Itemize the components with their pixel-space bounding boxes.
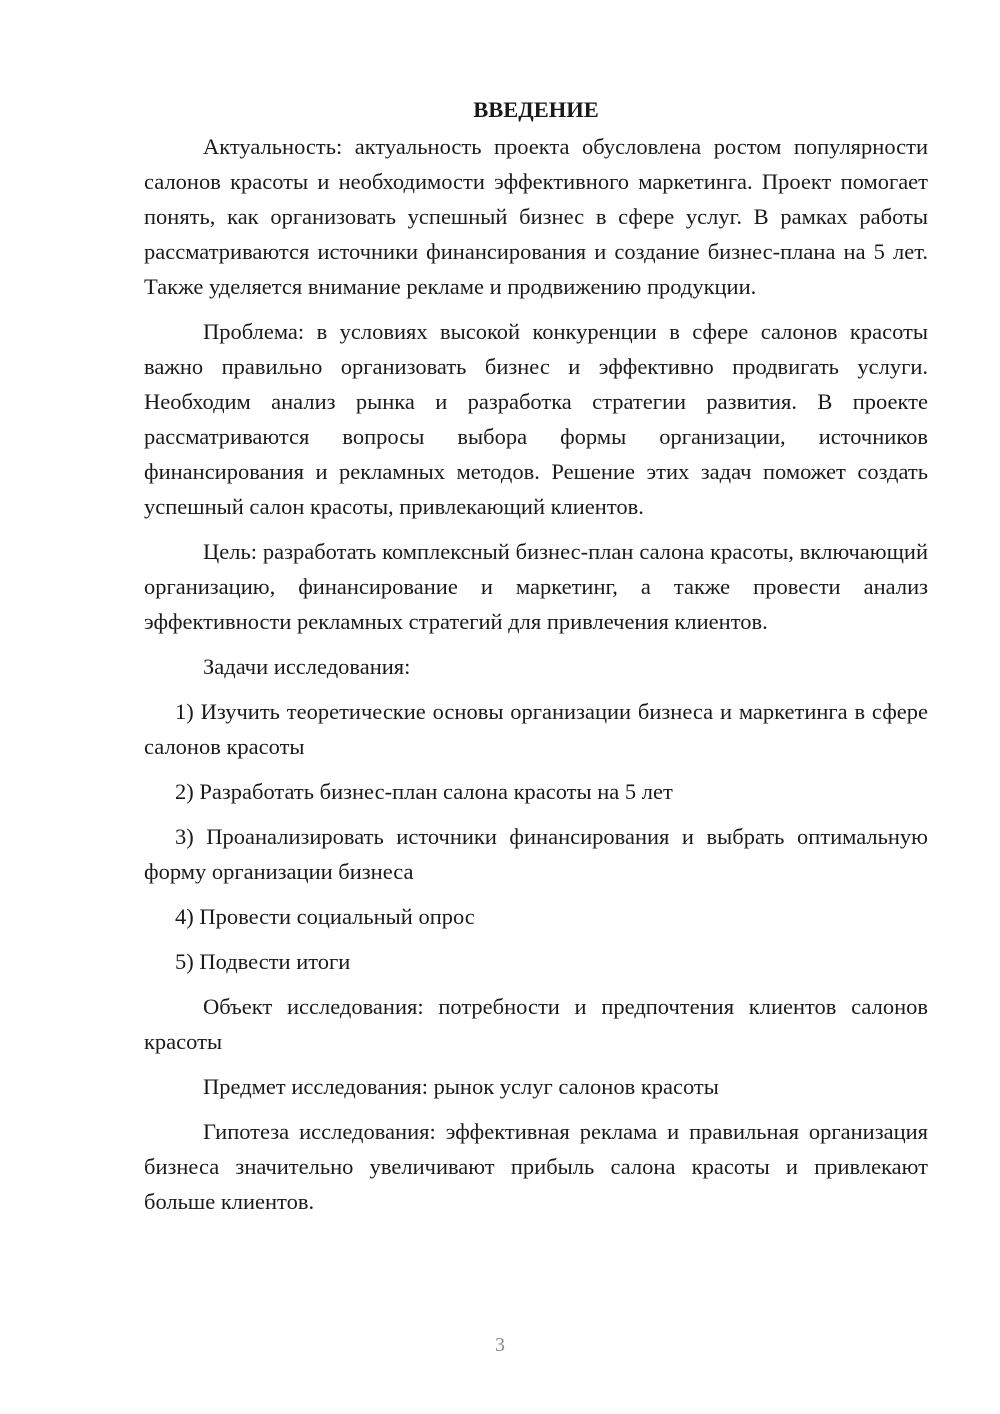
tasks-title: Задачи исследования: xyxy=(203,654,411,679)
page-number: 3 xyxy=(495,1334,505,1356)
subject-paragraph: Предмет исследования: рынок услуг салонов красоты xyxy=(203,1074,719,1099)
document-page xyxy=(144,92,928,1229)
task-item-5: 5) Подвести итоги xyxy=(175,949,351,974)
problem-paragraph: Проблема: в условиях высокой конкуренции в сфере салонов красоты важно правильно организовать бизнес и эффективно продвигать услуги. Необходим анализ рынка и разработка стратегии развития. В проекте рассматриваются вопросы выбора формы организации, источников финансирования и рекламных методов. Решение этих задач поможет создать успешный салон красоты, привлекающий клиентов. xyxy=(144,319,928,519)
relevance-paragraph: Актуальность: актуальность проекта обусловлена ростом популярности салонов красоты и необходимости эффективного маркетинга. Проект помогает понять, как организовать успешный бизнес в сфере услуг. В рамках работы рассматриваются источники финансирования и создание бизнес-плана на 5 лет. Также уделяется внимание рекламе и продвижению продукции. xyxy=(144,134,928,299)
hypothesis-paragraph: Гипотеза исследования: эффективная реклама и правильная организация бизнеса значительно увеличивают прибыль салона красоты и привлекают больше клиентов. xyxy=(144,1119,928,1214)
goal-paragraph: Цель: разработать комплексный бизнес-план салона красоты, включающий организацию, финансирование и маркетинг, а также провести анализ эффективности рекламных стратегий для привлечения клиентов. xyxy=(144,539,928,634)
object-paragraph: Объект исследования: потребности и предпочтения клиентов салонов красоты xyxy=(144,994,928,1054)
task-item-1: 1) Изучить теоретические основы организации бизнеса и маркетинга в сфере салонов красоты xyxy=(144,699,928,759)
section-heading: ВВЕДЕНИЕ xyxy=(473,97,599,122)
task-item-2: 2) Разработать бизнес-план салона красоты на 5 лет xyxy=(175,779,673,804)
task-item-4: 4) Провести социальный опрос xyxy=(175,904,475,929)
task-item-3: 3) Проанализировать источники финансирования и выбрать оптимальную форму организации бизнеса xyxy=(144,824,928,884)
